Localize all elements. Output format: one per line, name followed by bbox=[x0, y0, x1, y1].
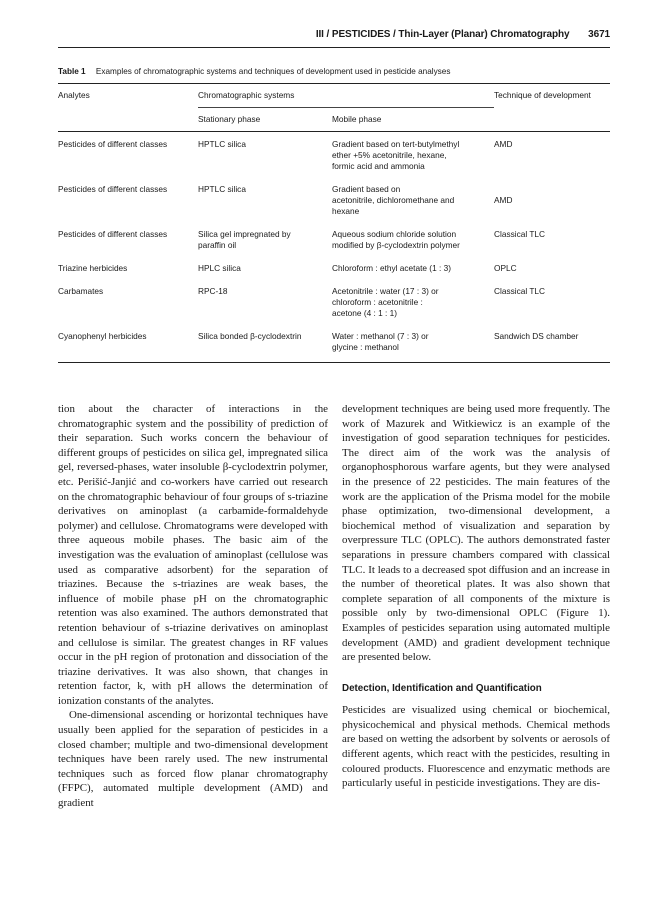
header-stationary-phase: Stationary phase bbox=[198, 108, 332, 132]
header-technique: Technique of development bbox=[494, 84, 610, 108]
mobile-line: Aqueous sodium chloride solution bbox=[332, 229, 457, 239]
technique-text: AMD bbox=[494, 195, 513, 205]
cell-mobile bbox=[332, 184, 494, 229]
right-column bbox=[342, 402, 610, 791]
mobile-line: chloroform : acetonitrile : bbox=[332, 297, 423, 307]
cell-analyte: Triazine herbicides bbox=[58, 263, 128, 273]
mobile-line: formic acid and ammonia bbox=[332, 161, 425, 171]
cell-analyte: Pesticides of different classes bbox=[58, 132, 198, 185]
table-row bbox=[58, 263, 610, 286]
stationary-line: paraffin oil bbox=[198, 240, 237, 250]
running-head bbox=[316, 29, 610, 40]
cell-analyte: Cyanophenyl herbicides bbox=[58, 331, 198, 363]
mobile-line: acetone (4 : 1 : 1) bbox=[332, 308, 398, 318]
table-row bbox=[58, 184, 610, 229]
cell-technique: Classical TLC bbox=[494, 229, 546, 239]
mobile-line: Gradient based on tert-butylmethyl bbox=[332, 139, 460, 149]
header-chromatographic-systems: Chromatographic systems bbox=[198, 84, 494, 108]
cell-technique: OPLC bbox=[494, 263, 517, 273]
mobile-line: acetonitrile, dichloromethane and bbox=[332, 195, 455, 205]
mobile-line: modified by β-cyclodextrin polymer bbox=[332, 240, 460, 250]
cell-mobile bbox=[332, 263, 494, 286]
cell-stationary: HPTLC silica bbox=[198, 184, 246, 194]
table-row bbox=[58, 286, 610, 331]
mobile-line: ether +5% acetonitrile, hexane, bbox=[332, 150, 447, 160]
cell-stationary: Silica bonded β-cyclodextrin bbox=[198, 331, 332, 363]
table-row bbox=[58, 132, 610, 185]
cell-analyte: Carbamates bbox=[58, 286, 104, 296]
cell-technique: Sandwich DS chamber bbox=[494, 331, 610, 363]
mobile-line: hexane bbox=[332, 206, 360, 216]
mobile-line: Chloroform : ethyl acetate (1 : 3) bbox=[332, 263, 451, 273]
mobile-line: Water : methanol (7 : 3) or bbox=[332, 331, 429, 341]
cell-mobile bbox=[332, 331, 494, 363]
cell-mobile bbox=[332, 132, 494, 185]
left-paragraph-2: One-dimensional ascending or horizontal techniques have usually been applied for the separation of pesticides in a closed chamber; multiple and two-dimensional development techniques have been rarely used. The new instrumental techniques such as forced flow planar chromatography (FFPC), automated multiple development (AMD) and gradient bbox=[58, 709, 328, 810]
stationary-line: Silica gel impregnated by bbox=[198, 229, 291, 239]
cell-stationary: HPLC silica bbox=[198, 263, 241, 273]
right-paragraph-1: development techniques are being used more frequently. The work of Mazurek and Witkiewicz is an example of the investigation of good separation techniques for pesticides. The direct aim of the work was the analysis of organophosphorous warfare agents, but they were analysed in the presence of 22 pesticides. The main features of the work are the application of the Prisma model for the mobile phase optimization, two-dimensional development, a biochemical method of visualization and separation by overpressure TLC (OPLC). The authors demonstrated faster separations in pressure chambers compared with classical TLC. It leads to a decreased spot diffusion and an increase in the number of theoretical plates. It was also shown that complete separation of all components of the mixture is possible only by two-dimensional OPLC (Figure 1). Examples of pesticides separation using automated multiple development (AMD) and gradient development technique are presented below. bbox=[342, 403, 610, 664]
mobile-line: glycine : methanol bbox=[332, 342, 399, 352]
table-caption bbox=[58, 67, 450, 76]
cell-analyte: Pesticides of different classes bbox=[58, 184, 168, 194]
mobile-line: Acetonitrile : water (17 : 3) or bbox=[332, 286, 439, 296]
running-head-title: III / PESTICIDES / Thin-Layer (Planar) Chromatography bbox=[315, 29, 570, 40]
cell-stationary: RPC-18 bbox=[198, 286, 228, 296]
cell-stationary: HPTLC silica bbox=[198, 132, 332, 185]
left-paragraph-1: tion about the character of interactions in the chromatographic system and the possibility of prediction of their separation. Such works concern the behaviour of different groups of pesticides on silica gel, impregnated silica gel, reversed-phases, water insoluble β-cyclodextrin polymer, etc. Perišić-Janjić and co-workers have carried out research on the chromatographic behaviour of four groups of s-triazine derivatives on aminoplast (a carbamide-formaldehyde polymer) and cellulose. Chromatograms were developed with three aqueous mobile phases. The basic aim of the investigation was the evaluation of aminoplast (cellulose was used as comparative adsorbent) for the separation of triazines. Because the s-triazines are weak bases, the influence of mobile phase pH on the chromatographic retention was also examined. The authors demonstrated that retention behaviour of s-triazine derivatives on aminoplast and cellulose is similar. The greatest changes in RF values occur in the pH region of protonation and dissociation of the triazine derivatives. It was also shown, that changes in retention factor, k, with pH allows the determination of ionization constants of the analytes. bbox=[58, 403, 328, 707]
table-caption-text: Examples of chromatographic systems and techniques of development used in pesticide analyses bbox=[95, 67, 451, 76]
cell-analyte: Pesticides of different classes bbox=[58, 229, 168, 239]
header-rule bbox=[58, 47, 610, 48]
table-row bbox=[58, 229, 610, 263]
table-1 bbox=[58, 83, 610, 363]
cell-mobile bbox=[332, 229, 494, 263]
header-mobile-phase: Mobile phase bbox=[332, 108, 494, 132]
right-paragraph-2: Pesticides are visualized using chemical or biochemical, physicochemical and physical methods. Chemical methods are based on wetting the adsorbent by solvents or aerosols of different agents, which react with the pesticides, resulting in coloured products. Fluorescence and enzymatic methods are particularly useful in pesticide investigations. They are dis- bbox=[342, 704, 610, 790]
cell-stationary bbox=[198, 229, 332, 263]
cell-technique: AMD bbox=[494, 132, 610, 185]
chromatography-table bbox=[58, 83, 610, 363]
mobile-line: Gradient based on bbox=[332, 184, 401, 194]
cell-technique bbox=[494, 184, 610, 229]
page-number: 3671 bbox=[588, 29, 610, 40]
cell-technique: Classical TLC bbox=[494, 286, 546, 296]
left-column bbox=[58, 402, 328, 811]
table-label: Table 1 bbox=[58, 67, 86, 76]
cell-mobile bbox=[332, 286, 494, 331]
section-title: Detection, Identification and Quantification bbox=[342, 682, 542, 694]
header-analytes: Analytes bbox=[58, 84, 198, 108]
table-row bbox=[58, 331, 610, 363]
